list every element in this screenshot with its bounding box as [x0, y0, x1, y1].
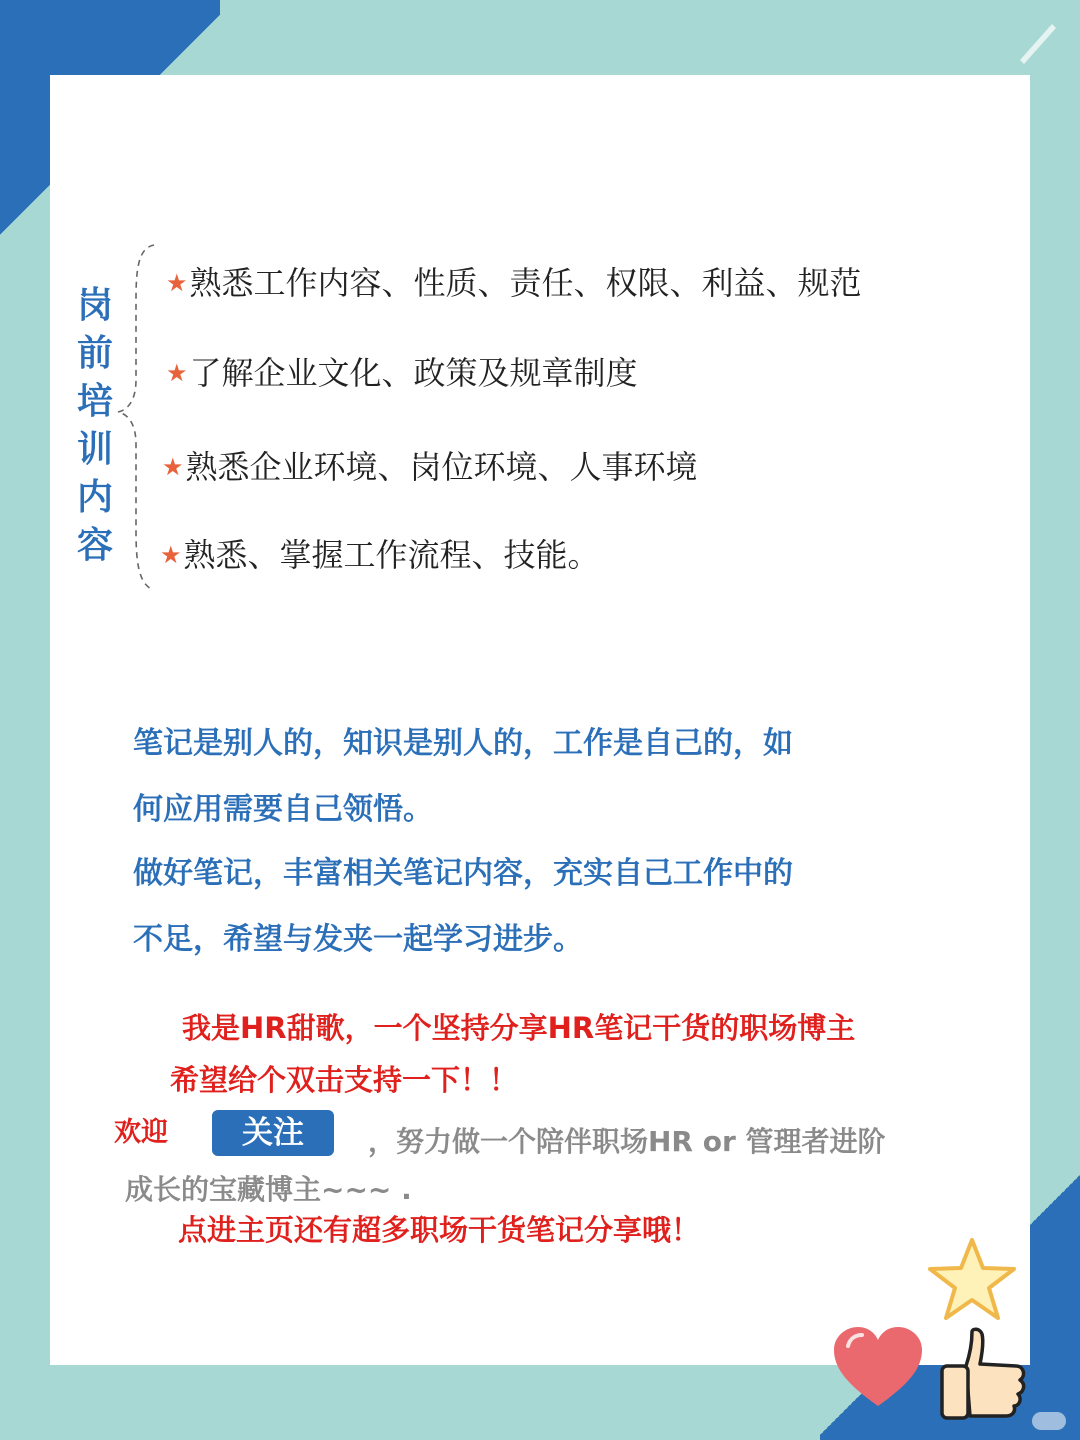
note-line: 何应用需要自己领悟。: [133, 792, 433, 827]
promo-description: ，努力做一个陪伴职场HR or 管理者进阶: [368, 1125, 886, 1158]
bullet-text: 熟悉企业环境、岗位环境、人事环境: [185, 448, 698, 486]
note-line: 不足，希望与发夹一起学习进步。: [133, 922, 583, 957]
promo-description-cont: 成长的宝藏博主~~~ .: [125, 1173, 412, 1206]
section-title-char: 前: [76, 333, 113, 374]
section-title-char: 岗: [76, 285, 113, 326]
welcome-label: 欢迎: [114, 1117, 168, 1148]
promo-request: 希望给个双击支持一下！！: [170, 1063, 519, 1097]
star-icon: ★: [162, 453, 184, 481]
promo-homepage: 点进主页还有超多职场干货笔记分享哦！: [178, 1213, 701, 1247]
bullet-item: [166, 258, 862, 304]
watermark-badge: [1032, 1412, 1066, 1430]
star-icon: ★: [166, 359, 188, 387]
promo-intro: 我是HR甜歌，一个坚持分享HR笔记干货的职场博主: [182, 1011, 856, 1045]
note-line: 做好笔记，丰富相关笔记内容，充实自己工作中的: [133, 856, 793, 891]
thumbs-up-icon: [936, 1326, 1032, 1420]
section-title-char: 培: [76, 381, 113, 422]
bullet-item: [162, 442, 698, 488]
section-title-char: 容: [76, 525, 113, 566]
star-icon: ★: [160, 541, 182, 569]
star-icon: [926, 1236, 1018, 1322]
splash-decoration: [1012, 18, 1062, 68]
star-icon: ★: [166, 269, 188, 297]
bullet-text: 熟悉工作内容、性质、责任、权限、利益、规范: [189, 264, 862, 302]
bullet-text: 了解企业文化、政策及规章制度: [189, 354, 638, 392]
follow-button[interactable]: 关注: [212, 1110, 334, 1156]
section-title-char: 训: [76, 429, 113, 470]
bullet-item: [166, 348, 638, 394]
section-title-char: 内: [76, 477, 113, 518]
bullet-text: 熟悉、掌握工作流程、技能。: [183, 536, 600, 574]
bullet-item: [160, 530, 600, 576]
heart-icon: [830, 1324, 926, 1410]
note-line: 笔记是别人的，知识是别人的，工作是自己的，如: [133, 726, 793, 761]
curly-brace-dashed: [108, 240, 158, 595]
